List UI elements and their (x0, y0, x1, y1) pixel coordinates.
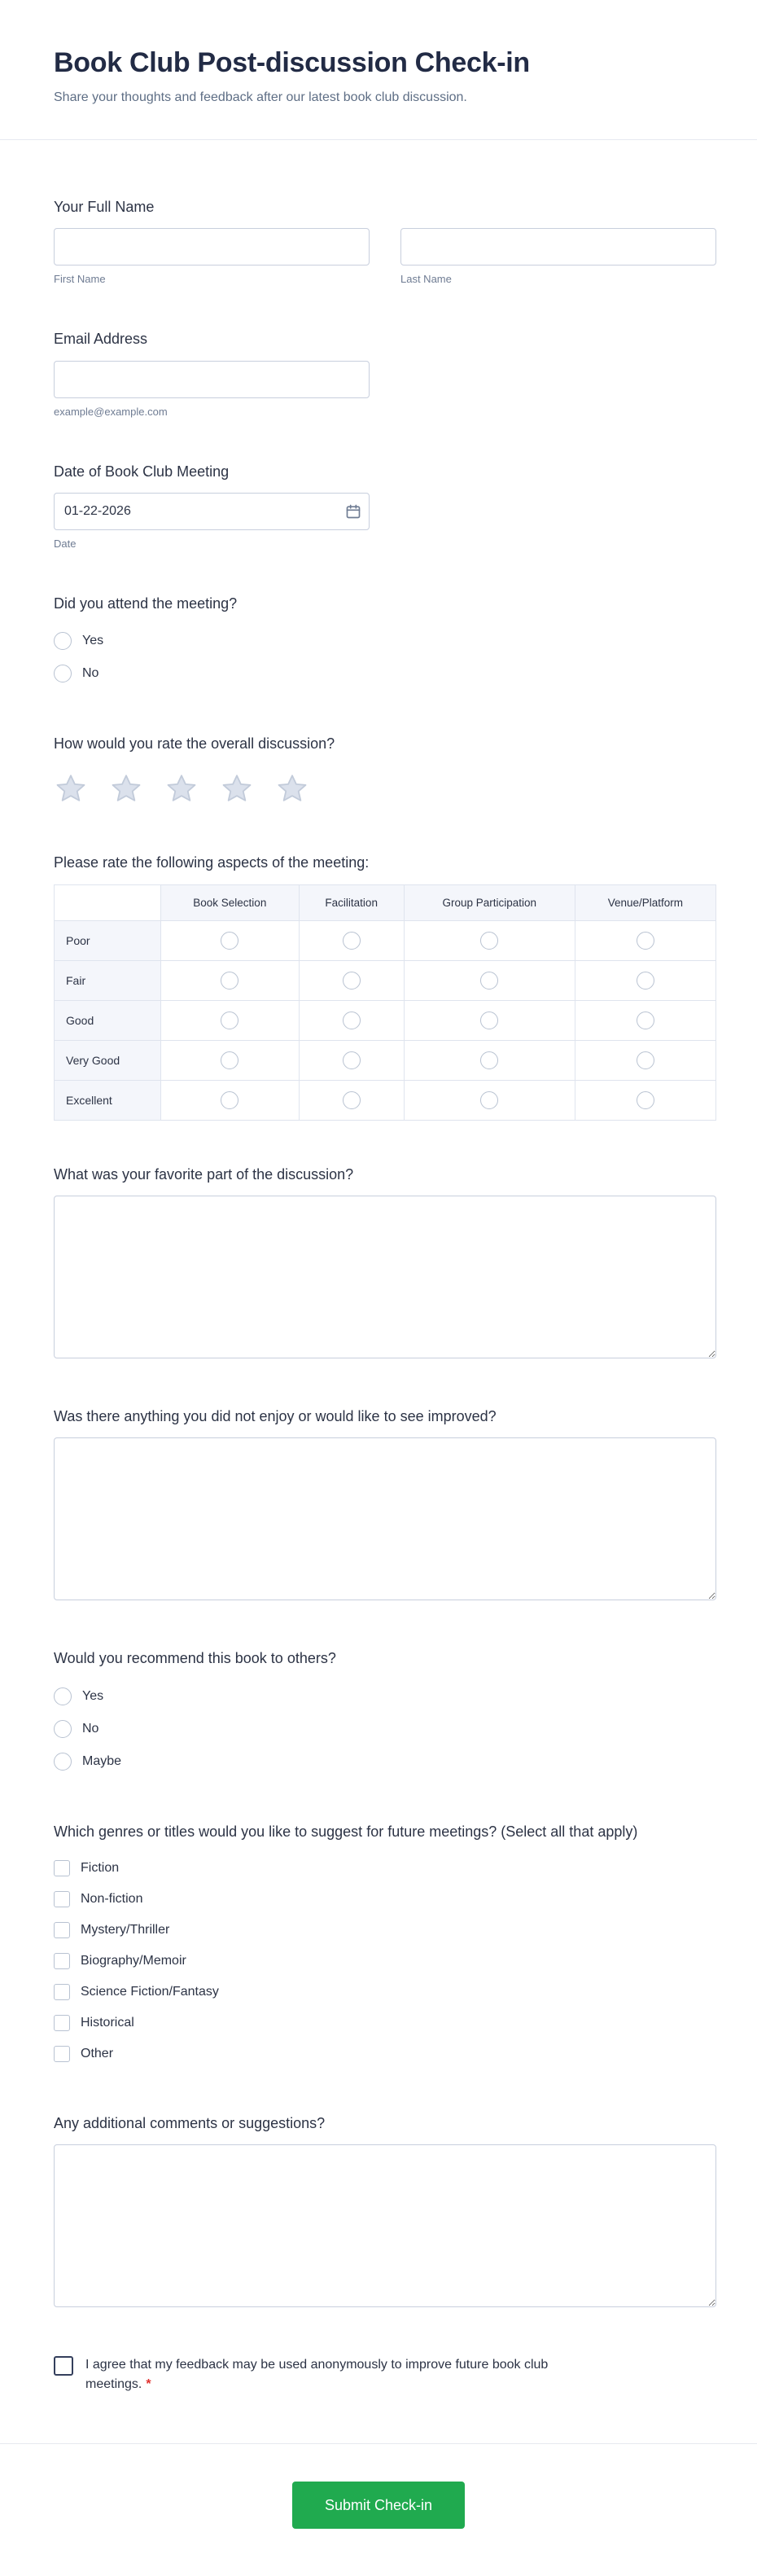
checkbox-icon[interactable] (54, 1891, 70, 1907)
checkbox-option-mystery-thriller[interactable] (54, 1915, 716, 1946)
matrix-radio-icon[interactable] (343, 932, 361, 950)
matrix-cell[interactable] (161, 1000, 300, 1040)
star-icon[interactable] (275, 773, 309, 805)
question-overall-rating (54, 734, 716, 809)
matrix-radio-icon[interactable] (637, 972, 654, 990)
radio-option-attendance-yes[interactable] (54, 625, 716, 657)
email-input[interactable] (54, 361, 370, 398)
question-comments (54, 2113, 716, 2311)
option-label: Maybe (82, 1753, 122, 1768)
option-label: Other (81, 2046, 114, 2060)
rating-matrix (54, 884, 716, 1121)
matrix-row-very-good (55, 1040, 716, 1080)
page-subtitle: Share your thoughts and feedback after our latest book club discussion. (54, 90, 467, 104)
matrix-radio-icon[interactable] (480, 1091, 498, 1109)
matrix-row-label: Fair (55, 960, 161, 1000)
matrix-radio-icon[interactable] (480, 1012, 498, 1029)
email-label: Email Address (54, 331, 148, 348)
required-asterisk: * (146, 2377, 151, 2392)
checkbox-option-scifi-fantasy[interactable] (54, 1977, 716, 2008)
matrix-cell[interactable] (575, 1040, 715, 1080)
matrix-radio-icon[interactable] (637, 1051, 654, 1069)
question-improvements (54, 1406, 716, 1604)
checkbox-icon[interactable] (54, 1922, 70, 1938)
last-name-sublabel: Last Name (400, 273, 452, 286)
first-name-input[interactable] (54, 228, 370, 265)
matrix-row-good (55, 1000, 716, 1040)
checkbox-option-historical[interactable] (54, 2008, 716, 2038)
matrix-cell[interactable] (404, 1080, 575, 1120)
radio-icon[interactable] (54, 1753, 72, 1771)
matrix-cell[interactable] (575, 960, 715, 1000)
radio-icon[interactable] (54, 665, 72, 682)
radio-option-attendance-no[interactable] (54, 657, 716, 690)
recommend-label: Would you recommend this book to others? (54, 1650, 336, 1667)
consent-label-text: I agree that my feedback may be used anonymously to improve future book club meetings. (85, 2358, 549, 2392)
matrix-row-fair (55, 960, 716, 1000)
matrix-cell[interactable] (575, 1080, 715, 1120)
checkbox-icon[interactable] (54, 1984, 70, 2000)
overall-rating-label: How would you rate the overall discussion? (54, 735, 335, 753)
checkbox-icon[interactable] (54, 2046, 70, 2062)
matrix-radio-icon[interactable] (480, 932, 498, 950)
matrix-cell[interactable] (404, 920, 575, 960)
attendance-options (54, 625, 716, 690)
email-sublabel: example@example.com (54, 405, 168, 418)
matrix-radio-icon[interactable] (343, 1012, 361, 1029)
matrix-radio-icon[interactable] (221, 932, 238, 950)
option-label: Biography/Memoir (81, 1953, 186, 1968)
question-favorite-part (54, 1165, 716, 1363)
matrix-row-label: Excellent (55, 1080, 161, 1120)
checkbox-icon[interactable] (54, 1953, 70, 1969)
option-label: Fiction (81, 1860, 120, 1875)
matrix-row-label: Good (55, 1000, 161, 1040)
matrix-col-header: Book Selection (161, 884, 300, 920)
matrix-radio-icon[interactable] (480, 1051, 498, 1069)
matrix-cell[interactable] (299, 920, 404, 960)
radio-option-recommend-maybe[interactable] (54, 1745, 716, 1778)
comments-textarea[interactable] (54, 2144, 716, 2307)
matrix-row-label: Poor (55, 920, 161, 960)
form-body (0, 140, 757, 2443)
favorite-part-label: What was your favorite part of the discussion? (54, 1165, 354, 1183)
question-email (54, 329, 716, 417)
checkbox-option-non-fiction[interactable] (54, 1884, 716, 1915)
radio-icon[interactable] (54, 632, 72, 650)
star-icon[interactable] (164, 773, 199, 805)
matrix-cell[interactable] (299, 1040, 404, 1080)
page-title: Book Club Post-discussion Check-in (54, 47, 530, 78)
radio-option-recommend-no[interactable] (54, 1713, 716, 1745)
date-input[interactable] (54, 493, 370, 530)
matrix-cell[interactable] (161, 960, 300, 1000)
matrix-col-header: Facilitation (299, 884, 404, 920)
genres-options (54, 1853, 716, 2069)
matrix-cell[interactable] (299, 1080, 404, 1120)
calendar-icon[interactable] (345, 503, 361, 520)
matrix-cell[interactable] (299, 1000, 404, 1040)
matrix-radio-icon[interactable] (221, 1051, 238, 1069)
matrix-row-label: Very Good (55, 1040, 161, 1080)
full-name-fields (54, 228, 716, 285)
checkbox-option-other[interactable] (54, 2038, 716, 2069)
checkbox-icon[interactable] (54, 2015, 70, 2031)
question-attendance (54, 594, 716, 690)
checkbox-icon[interactable] (54, 1860, 70, 1876)
date-sublabel: Date (54, 537, 77, 550)
star-icon[interactable] (109, 773, 143, 805)
option-label: Mystery/Thriller (81, 1922, 170, 1937)
meeting-date-label: Date of Book Club Meeting (54, 463, 230, 480)
submit-bar (0, 2443, 757, 2576)
matrix-radio-icon[interactable] (343, 1051, 361, 1069)
matrix-cell[interactable] (299, 960, 404, 1000)
matrix-cell[interactable] (575, 920, 715, 960)
full-name-label: Your Full Name (54, 199, 155, 215)
form-header (0, 0, 757, 139)
matrix-corner-cell (55, 884, 161, 920)
matrix-cell[interactable] (161, 1040, 300, 1080)
question-full-name (54, 197, 716, 285)
recommend-options (54, 1680, 716, 1778)
attendance-label: Did you attend the meeting? (54, 595, 238, 612)
favorite-part-textarea[interactable] (54, 1196, 716, 1358)
first-name-field (54, 228, 370, 285)
question-meeting-date (54, 462, 716, 550)
option-label: Yes (82, 1688, 104, 1703)
star-icon[interactable] (54, 773, 88, 805)
option-label: Historical (81, 2015, 134, 2030)
matrix-radio-icon[interactable] (637, 1091, 654, 1109)
matrix-radio-icon[interactable] (343, 1091, 361, 1109)
matrix-row-excellent (55, 1080, 716, 1120)
matrix-row-poor (55, 920, 716, 960)
option-label: No (82, 1721, 99, 1736)
matrix-radio-icon[interactable] (221, 972, 238, 990)
matrix-cell[interactable] (404, 1040, 575, 1080)
option-label: Non-fiction (81, 1891, 143, 1906)
option-label: Yes (82, 634, 104, 648)
radio-option-recommend-yes[interactable] (54, 1680, 716, 1713)
matrix-radio-icon[interactable] (221, 1091, 238, 1109)
option-label: No (82, 666, 99, 681)
improvements-textarea[interactable] (54, 1437, 716, 1600)
checkbox-option-fiction[interactable] (54, 1853, 716, 1884)
last-name-field (400, 228, 716, 285)
matrix-cell[interactable] (404, 1000, 575, 1040)
consent-row[interactable] (54, 2355, 716, 2394)
radio-icon[interactable] (54, 1687, 72, 1705)
last-name-input[interactable] (400, 228, 716, 265)
question-genres (54, 1822, 716, 2069)
matrix-radio-icon[interactable] (637, 932, 654, 950)
matrix-radio-icon[interactable] (343, 972, 361, 990)
star-icon[interactable] (220, 773, 254, 805)
checkbox-option-biography-memoir[interactable] (54, 1946, 716, 1977)
matrix-col-header: Venue/Platform (575, 884, 715, 920)
improvements-label: Was there anything you did not enjoy or would like to see improved? (54, 1408, 497, 1425)
consent-label (85, 2355, 574, 2394)
genres-label: Which genres or titles would you like to suggest for future meetings? (Select all that apply) (54, 1823, 638, 1840)
question-aspect-matrix (54, 853, 716, 1120)
matrix-radio-icon[interactable] (221, 1012, 238, 1029)
matrix-col-header: Group Participation (404, 884, 575, 920)
radio-icon[interactable] (54, 1720, 72, 1738)
matrix-header-row (55, 884, 716, 920)
matrix-cell[interactable] (404, 960, 575, 1000)
question-recommend (54, 1648, 716, 1777)
consent-checkbox-icon[interactable] (54, 2356, 73, 2376)
matrix-cell[interactable] (575, 1000, 715, 1040)
matrix-label: Please rate the following aspects of the meeting: (54, 854, 370, 871)
date-input-wrap (54, 493, 370, 530)
option-label: Science Fiction/Fantasy (81, 1984, 219, 1999)
matrix-radio-icon[interactable] (480, 972, 498, 990)
first-name-sublabel: First Name (54, 273, 106, 286)
matrix-cell[interactable] (161, 1080, 300, 1120)
matrix-radio-icon[interactable] (637, 1012, 654, 1029)
matrix-cell[interactable] (161, 920, 300, 960)
star-rating (54, 765, 716, 809)
submit-button[interactable]: Submit Check-in (292, 2482, 465, 2529)
comments-label: Any additional comments or suggestions? (54, 2114, 326, 2131)
